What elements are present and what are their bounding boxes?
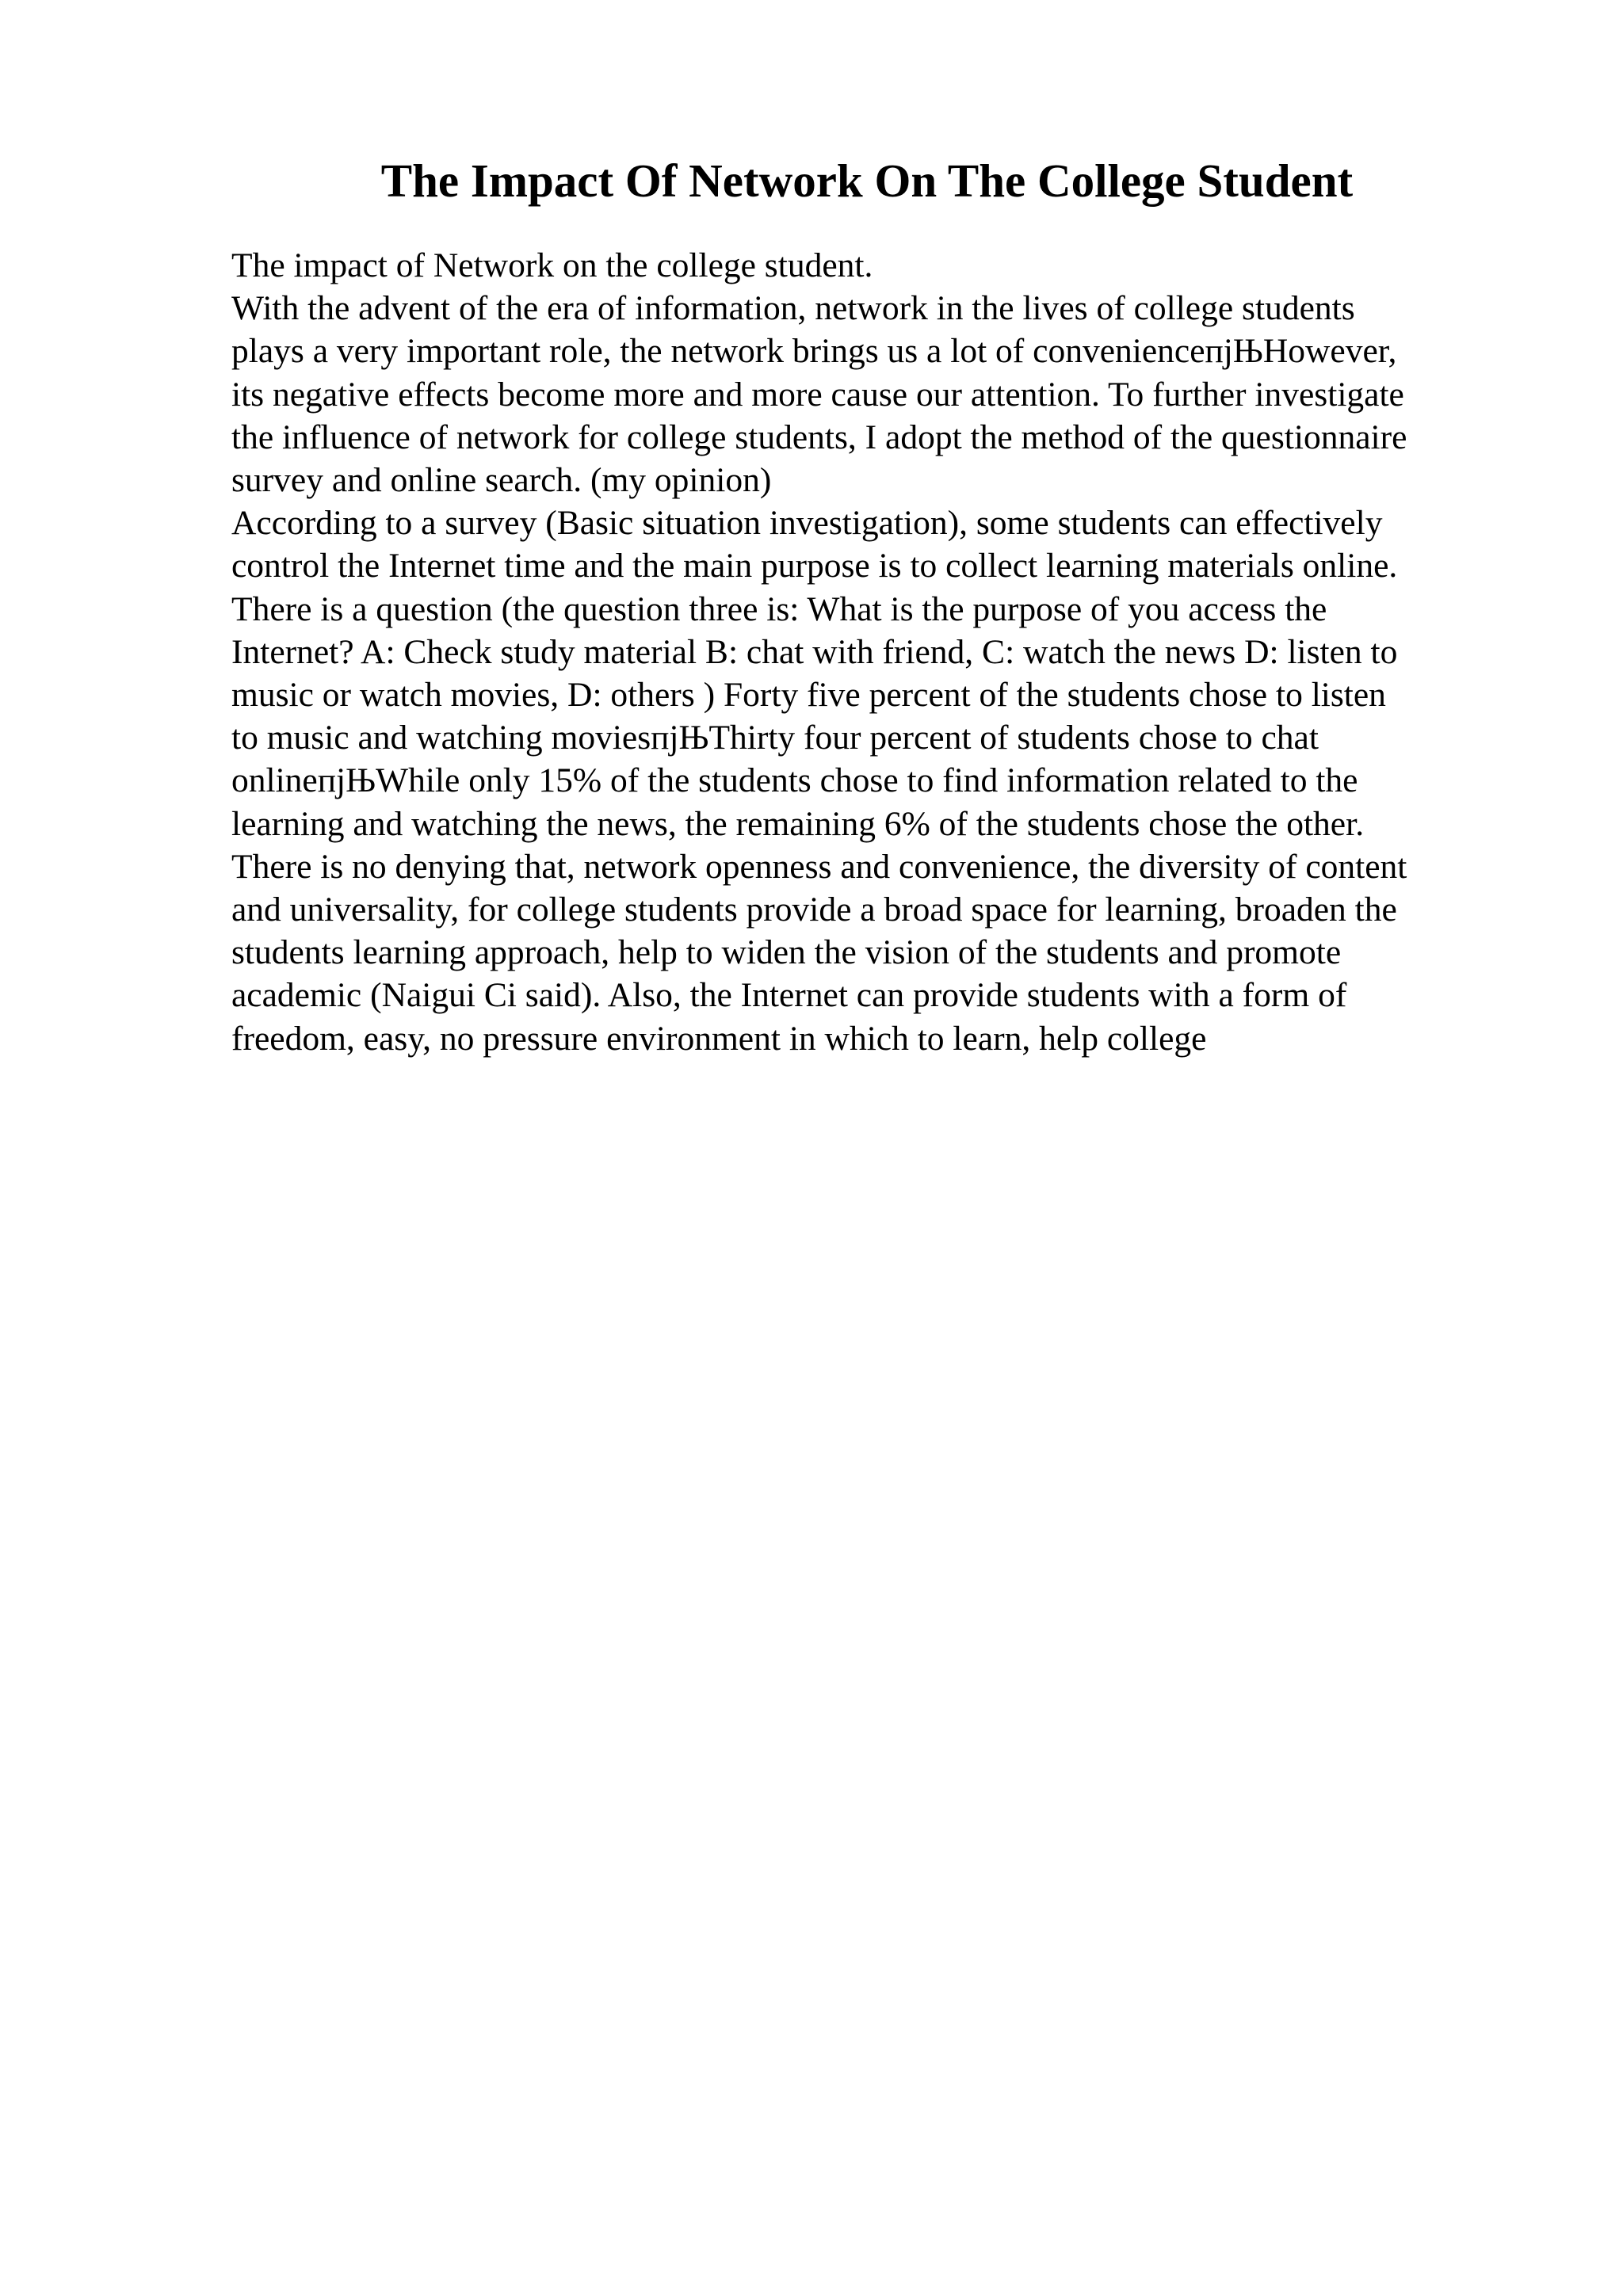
- body-line: its negative effects become more and more cause our attention. To further investigate: [231, 375, 1404, 414]
- body-line: The impact of Network on the college student.: [231, 246, 873, 284]
- body-line: and universality, for college students provide a broad space for learning, broaden the: [231, 891, 1397, 929]
- body-line: There is a question (the question three is: What is the purpose of you access the: [231, 589, 1327, 628]
- body-line: the influence of network for college students, I adopt the method of the questionnaire: [231, 418, 1407, 456]
- body-line: academic (Naigui Ci said). Also, the Internet can provide students with a form of: [231, 976, 1347, 1015]
- body-line: freedom, easy, no pressure environment in which to learn, help college: [231, 1019, 1207, 1058]
- body-line: music or watch movies, D: others ) Forty five percent of the students chose to listen: [231, 676, 1386, 715]
- body-line: learning and watching the news, the remaining 6% of the students chose the other.: [231, 804, 1365, 843]
- body-line: According to a survey (Basic situation investigation), some students can effectively: [231, 504, 1383, 543]
- body-line: With the advent of the era of information, network in the lives of college students: [231, 289, 1355, 328]
- body-line: control the Internet time and the main purpose is to collect learning materials online.: [231, 547, 1398, 585]
- body-line: survey and online search. (my opinion): [231, 461, 772, 500]
- body-line: students learning approach, help to widen the vision of the students and promote: [231, 933, 1342, 972]
- body-line: There is no denying that, network openness and convenience, the diversity of content: [231, 847, 1407, 886]
- body-line: to music and watching moviesпјЊThirty four percent of students chose to chat: [231, 719, 1319, 757]
- document-body: [231, 244, 1579, 1060]
- document-title: The Impact Of Network On The College Student: [380, 154, 1354, 207]
- body-line: onlineпјЊWhile only 15% of the students chose to find information related to the: [231, 761, 1358, 800]
- body-line: Internet? A: Check study material B: chat with friend, C: watch the news D: listen to: [231, 632, 1398, 671]
- body-line: plays a very important role, the network brings us a lot of convenienceпјЊHowever,: [231, 332, 1397, 371]
